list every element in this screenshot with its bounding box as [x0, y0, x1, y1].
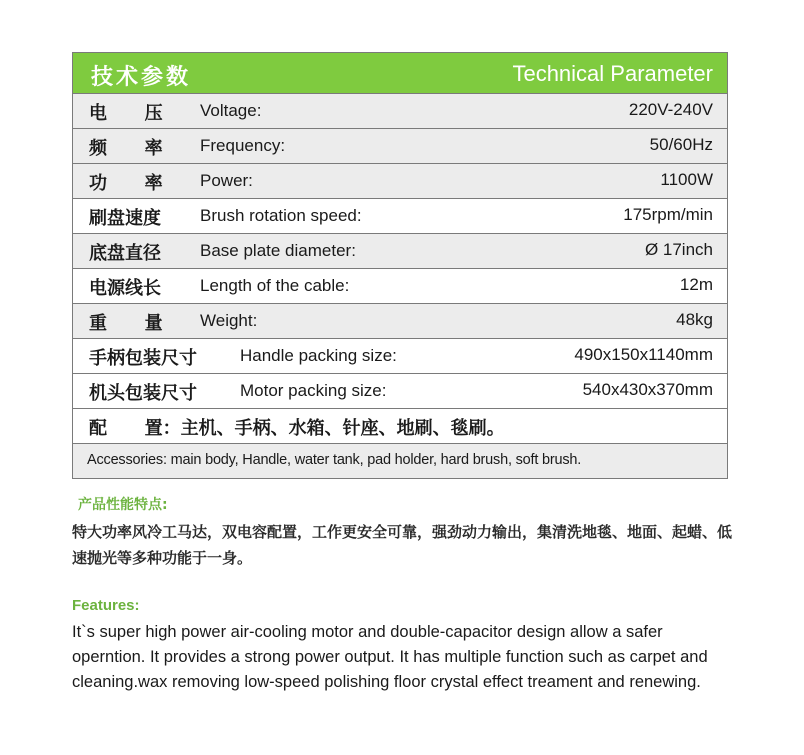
spec-row [73, 373, 727, 408]
spec-value: 175rpm/min [623, 205, 713, 224]
spec-label-en: Power: [200, 171, 253, 190]
config-row [73, 408, 727, 443]
header-title-en: Technical Parameter [512, 61, 713, 86]
spec-label-en: Weight: [200, 311, 258, 330]
spec-label-cn: 功 率 [89, 173, 163, 194]
spec-row [73, 233, 727, 268]
spec-value: 1100W [660, 170, 713, 189]
spec-value: 50/60Hz [649, 135, 713, 154]
spec-label-en: Length of the cable: [200, 276, 350, 295]
spec-table [72, 52, 728, 479]
spec-row [73, 93, 727, 128]
spec-value: 12m [679, 275, 713, 294]
spec-label-cn: 频 率 [89, 138, 163, 159]
spec-value: 48kg [676, 310, 713, 329]
spec-value: Ø 17inch [644, 240, 713, 259]
spec-label-cn: 机头包装尺寸 [89, 383, 197, 404]
spec-row [73, 268, 727, 303]
features-en-body: It`s super high power air-cooling motor and double-capacitor design allow a safer operntion. It provides a strong power output. It has multiple function such as carpet and cleaning.wax removing low-speed polishing floor crystal effect treament and renewing. [72, 623, 708, 691]
spec-label-en: Brush rotation speed: [200, 206, 362, 225]
spec-table-header [73, 53, 727, 93]
spec-row [73, 198, 727, 233]
spec-label-cn: 手柄包装尺寸 [89, 348, 197, 369]
spec-row [73, 128, 727, 163]
spec-label-cn: 刷盘速度 [89, 208, 161, 229]
spec-row [73, 338, 727, 373]
spec-row [73, 303, 727, 338]
spec-row [73, 163, 727, 198]
spec-value: 220V-240V [628, 100, 713, 119]
spec-label-en: Voltage: [200, 101, 262, 120]
features-cn-body: 特大功率风冷工马达，双电容配置，工作更安全可靠，强劲动力输出，集清洗地毯、地面、起蜡、低速抛光等多种功能于一身。 [72, 523, 733, 567]
spec-label-cn: 电源线长 [89, 278, 161, 299]
accessories-text: Accessories: main body, Handle, water tank, pad holder, hard brush, soft brush. [87, 452, 582, 468]
config-text: 配 置：主机、手柄、水箱、针座、地刷、毯刷。 [89, 418, 505, 439]
features-cn-title: 产品性能特点: [78, 497, 168, 513]
features-en-title: Features: [72, 597, 140, 614]
spec-label-en: Handle packing size: [240, 346, 397, 365]
spec-label-cn: 电 压 [89, 103, 163, 124]
spec-label-cn: 重 量 [89, 313, 163, 334]
spec-label-en: Frequency: [200, 136, 286, 155]
spec-label-en: Motor packing size: [240, 381, 387, 400]
header-title-cn: 技术参数 [91, 65, 192, 90]
spec-value: 540x430x370mm [582, 380, 713, 399]
spec-label-cn: 底盘直径 [89, 243, 161, 264]
spec-value: 490x150x1140mm [574, 345, 713, 364]
accessories-row [73, 443, 727, 478]
spec-label-en: Base plate diameter: [200, 241, 356, 260]
